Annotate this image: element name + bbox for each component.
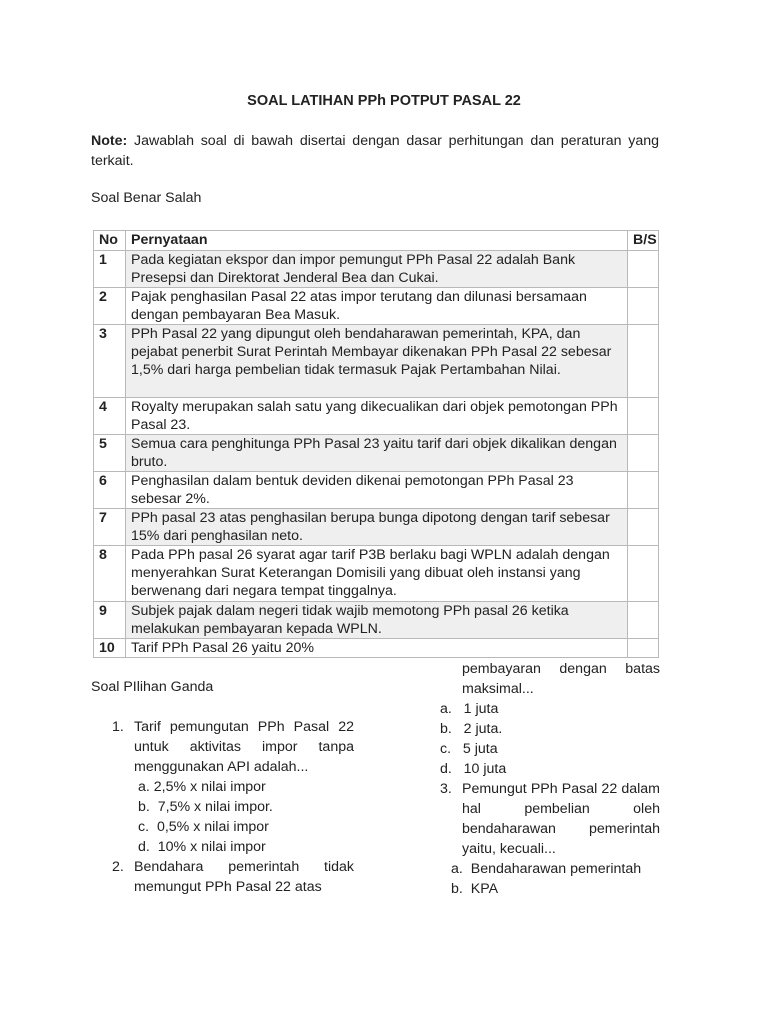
- row-answer-cell[interactable]: [628, 639, 659, 658]
- option-b[interactable]: [440, 719, 502, 739]
- option-text: 2,5% x nilai impor: [153, 779, 266, 795]
- row-statement: Pajak penghasilan Pasal 22 atas impor terutang dan dilunasi bersamaan dengan pembayaran Bea Masuk.: [126, 288, 628, 325]
- option-text: KPA: [470, 881, 499, 897]
- page-title: SOAL LATIHAN PPh POTPUT PASAL 22: [247, 93, 521, 109]
- row-statement: Penghasilan dalam bentuk deviden dikenai pemotongan PPh Pasal 23 sebesar 2%.: [126, 472, 628, 509]
- row-statement: PPh pasal 23 atas penghasilan berupa bunga dipotong dengan tarif sebesar 15% dari penghasilan neto.: [126, 509, 628, 546]
- row-number: 10: [94, 639, 126, 658]
- row-number: 8: [94, 546, 126, 602]
- table-row: [94, 639, 659, 658]
- note-text: Jawablah soal di bawah disertai dengan dasar perhitungan dan peraturan yang terkait.: [91, 133, 659, 169]
- table-header-row: [94, 231, 659, 251]
- row-number: 4: [94, 398, 126, 435]
- table-row: [94, 435, 659, 472]
- option-letter: a.: [451, 861, 463, 877]
- option-c[interactable]: [440, 739, 498, 759]
- header-statement: Pernyataan: [126, 231, 628, 251]
- row-number: 3: [94, 325, 126, 398]
- question-number: 1.: [112, 719, 124, 735]
- row-answer-cell[interactable]: [628, 398, 659, 435]
- option-letter: d.: [138, 839, 150, 855]
- table-row: [94, 288, 659, 325]
- option-c[interactable]: [138, 817, 269, 837]
- table-row: [94, 546, 659, 602]
- section-heading-true-false: Soal Benar Salah: [91, 190, 202, 206]
- row-answer-cell[interactable]: [628, 435, 659, 472]
- option-text: 7,5% x nilai impor.: [157, 799, 273, 815]
- option-letter: b.: [440, 721, 452, 737]
- table-row: [94, 251, 659, 288]
- question-number: 2.: [112, 859, 124, 875]
- option-a[interactable]: [451, 859, 641, 879]
- question-text-part-2: pembayaran dengan batas maksimal...: [462, 661, 660, 697]
- table-row: [94, 398, 659, 435]
- question-number: 3.: [440, 781, 452, 797]
- option-a[interactable]: [138, 777, 266, 797]
- row-statement: Royalty merupakan salah satu yang dikecualikan dari objek pemotongan PPh Pasal 23.: [126, 398, 628, 435]
- header-no: No: [94, 231, 126, 251]
- row-number: 7: [94, 509, 126, 546]
- row-statement: Semua cara penghitunga PPh Pasal 23 yaitu tarif dari objek dikalikan dengan bruto.: [126, 435, 628, 472]
- option-letter: d.: [440, 761, 452, 777]
- option-letter: a.: [440, 701, 452, 717]
- option-text: 5 juta: [462, 741, 498, 757]
- row-number: 6: [94, 472, 126, 509]
- row-statement: Pada PPh pasal 26 syarat agar tarif P3B berlaku bagi WPLN adalah dengan menyerahkan Surat Keterangan Domisili yang dibuat oleh instansi yang berwenang dari negara tempat tinggalnya.: [126, 546, 628, 602]
- header-bs: B/S: [628, 231, 659, 251]
- row-answer-cell[interactable]: [628, 472, 659, 509]
- instruction-note: [91, 131, 659, 171]
- row-statement: Pada kegiatan ekspor dan impor pemungut PPh Pasal 22 adalah Bank Presepsi dan Direktorat Jenderal Bea dan Cukai.: [126, 251, 628, 288]
- row-number: 1: [94, 251, 126, 288]
- option-letter: b.: [451, 881, 463, 897]
- option-text: 0,5% x nilai impor: [156, 819, 269, 835]
- row-statement: Tarif PPh Pasal 26 yaitu 20%: [126, 639, 628, 658]
- table-row: [94, 472, 659, 509]
- section-heading-multiple-choice: Soal PIlihan Ganda: [91, 679, 214, 695]
- row-number: 5: [94, 435, 126, 472]
- row-answer-cell[interactable]: [628, 602, 659, 639]
- option-text: 10% x nilai impor: [157, 839, 266, 855]
- option-text: 1 juta: [463, 701, 499, 717]
- option-text: 2 juta.: [463, 721, 503, 737]
- table-row: [94, 509, 659, 546]
- row-answer-cell[interactable]: [628, 509, 659, 546]
- question-text-part-1: Bendahara pemerintah tidak memungut PPh Pasal 22 atas: [134, 859, 354, 895]
- option-letter: c.: [138, 819, 150, 835]
- table-row: [94, 602, 659, 639]
- note-label: Note:: [91, 133, 128, 149]
- row-answer-cell[interactable]: [628, 251, 659, 288]
- row-answer-cell[interactable]: [628, 325, 659, 398]
- question-text: Tarif pemungutan PPh Pasal 22 untuk aktivitas impor tanpa menggunakan API adalah...: [134, 719, 354, 775]
- option-d[interactable]: [440, 759, 506, 779]
- option-b[interactable]: [138, 797, 273, 817]
- row-number: 2: [94, 288, 126, 325]
- row-number: 9: [94, 602, 126, 639]
- option-text: 10 juta: [463, 761, 507, 777]
- option-letter: b.: [138, 799, 150, 815]
- option-b[interactable]: [451, 879, 498, 899]
- option-letter: a.: [138, 779, 150, 795]
- row-answer-cell[interactable]: [628, 546, 659, 602]
- true-false-table: [93, 230, 659, 658]
- option-a[interactable]: [440, 699, 498, 719]
- row-answer-cell[interactable]: [628, 288, 659, 325]
- option-d[interactable]: [138, 837, 266, 857]
- option-text: Bendaharawan pemerintah: [470, 861, 642, 877]
- option-letter: c.: [440, 741, 452, 757]
- table-row: [94, 325, 659, 398]
- question-text: Pemungut PPh Pasal 22 dalam hal pembelian oleh bendaharawan pemerintah yaitu, kecuali...: [462, 781, 660, 857]
- row-statement: PPh Pasal 22 yang dipungut oleh bendaharawan pemerintah, KPA, dan pejabat penerbit Surat Perintah Membayar dikenakan PPh Pasal 22 sebesar 1,5% dari harga pembelian tidak termasuk Pajak Pertambahan Nilai.: [126, 325, 628, 398]
- row-statement: Subjek pajak dalam negeri tidak wajib memotong PPh pasal 26 ketika melakukan pembayaran kepada WPLN.: [126, 602, 628, 639]
